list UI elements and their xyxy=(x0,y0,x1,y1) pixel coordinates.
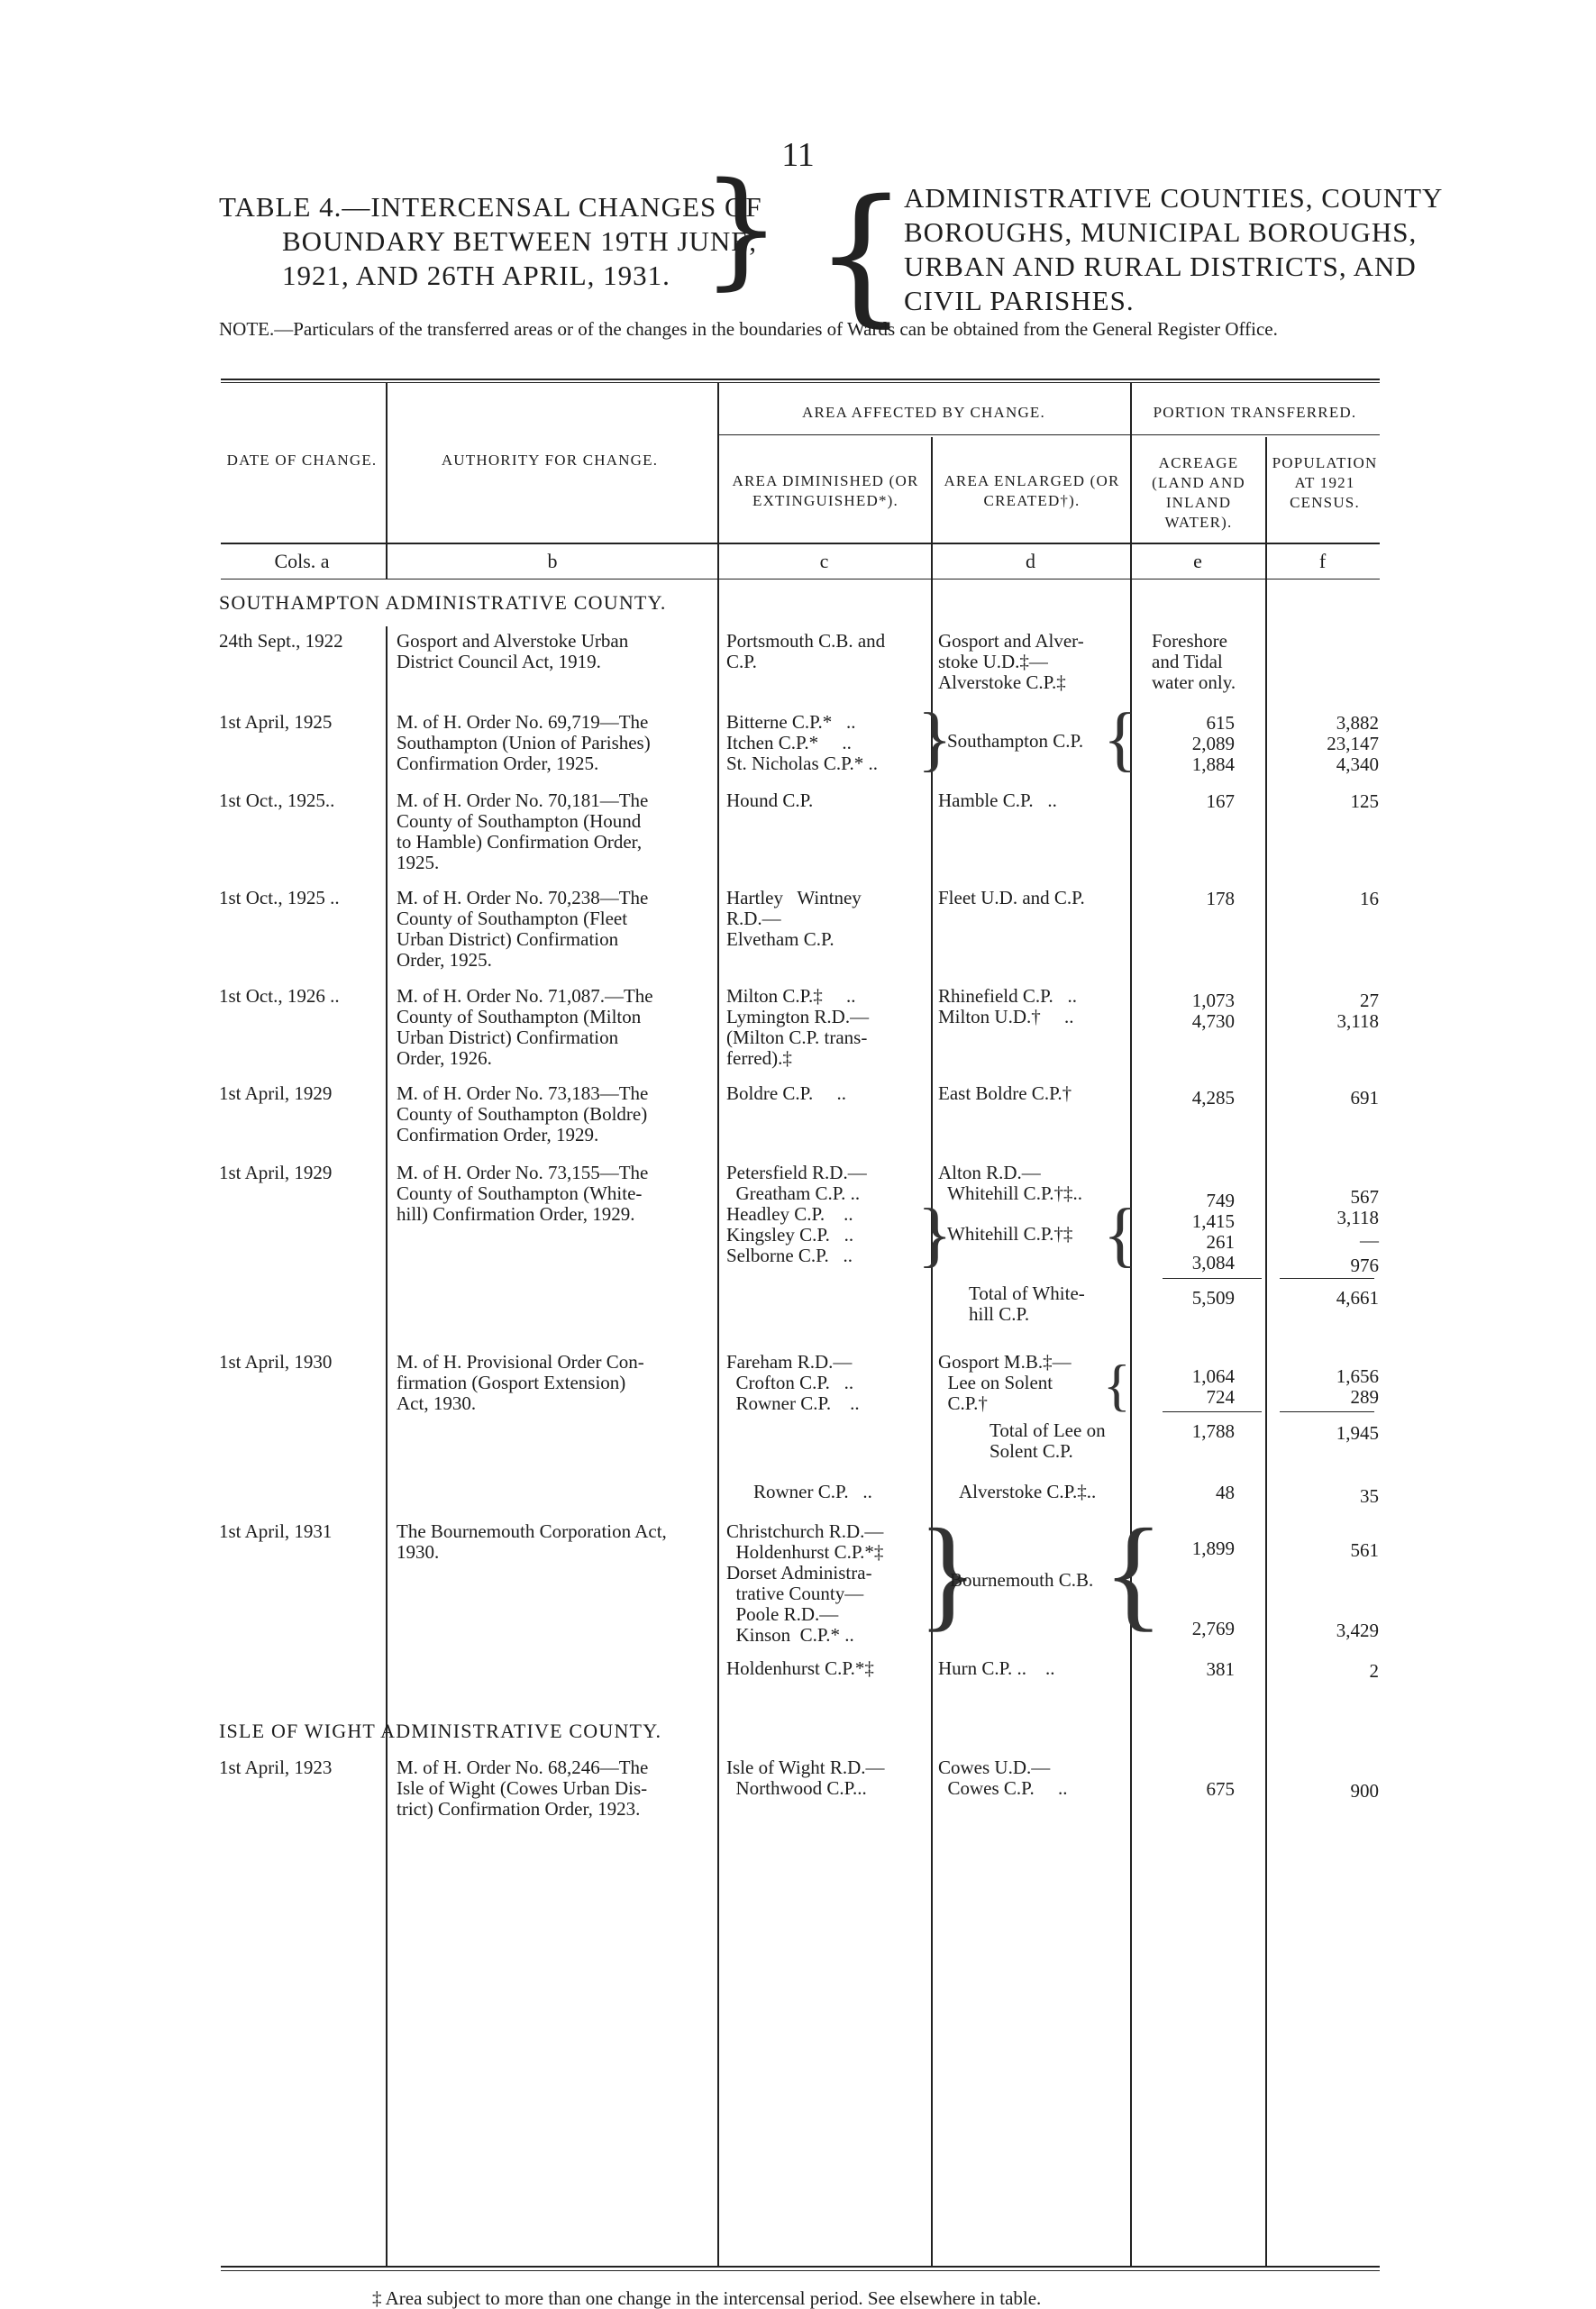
header-portion-transferred: PORTION TRANSFERRED. xyxy=(1153,404,1357,421)
row-authority: M. of H. Order No. 73,183—The County of Southampton (Boldre) Confirmation Order, 1929. xyxy=(397,1082,649,1145)
footnote-dagger: ‡ Area subject to more than one change in the intercensal period. See elsewhere in table. xyxy=(372,2287,1042,2309)
row-area-enlarged-whitehill: Whitehill C.P.†‡ xyxy=(947,1223,1073,1245)
row-date: 1st April, 1930 xyxy=(219,1351,333,1373)
row-acreage: 381 xyxy=(1206,1658,1235,1680)
row-acreage: 48 xyxy=(1216,1482,1235,1503)
sum-rule xyxy=(1163,1278,1262,1279)
table-title-line3: 1921, AND 26TH APRIL, 1931. xyxy=(282,260,670,291)
row-population: 561 xyxy=(1350,1539,1379,1561)
header-area-affected: AREA AFFECTED BY CHANGE. xyxy=(802,404,1045,421)
cols-rule xyxy=(221,579,1380,580)
header-acreage: ACREAGE (LAND AND INLAND WATER). xyxy=(1152,454,1245,531)
subtitle-line1: ADMINISTRATIVE COUNTIES, COUNTY xyxy=(904,182,1444,214)
row-acreage: Foreshore and Tidal water only. xyxy=(1152,630,1236,693)
row-authority: M. of H. Provisional Order Con- firmation (Gosport Extension) Act, 1930. xyxy=(397,1351,644,1414)
sum-rule xyxy=(1163,1411,1262,1412)
row-acreage: 1,073 xyxy=(1191,990,1235,1011)
brace-icon: } xyxy=(917,1195,953,1274)
row-date: 24th Sept., 1922 xyxy=(219,630,343,652)
row-acreage: 2,769 xyxy=(1191,1618,1235,1639)
row-area-enlarged: Rhinefield C.P. .. Milton U.D.† .. xyxy=(938,985,1078,1027)
row-population: — xyxy=(1360,1229,1379,1251)
row-population: 23,147 xyxy=(1327,733,1379,754)
table-bottom-rule xyxy=(221,2270,1380,2271)
table-title-line1: TABLE 4.—INTERCENSAL CHANGES OF xyxy=(219,191,762,223)
row-area-diminished: Bitterne C.P.* .. Itchen C.P.* .. St. Nicholas C.P.* .. xyxy=(726,711,879,774)
section-heading: ISLE OF WIGHT ADMINISTRATIVE COUNTY. xyxy=(219,1720,662,1742)
total-label: Total of White- hill C.P. xyxy=(969,1282,1085,1325)
header-rule xyxy=(717,434,1380,435)
row-area-diminished: Fareham R.D.— Crofton C.P. .. Rowner C.P. .. xyxy=(726,1351,860,1414)
row-area-diminished: Hartley Wintney R.D.— Elvetham C.P. xyxy=(726,887,862,950)
total-population: 4,661 xyxy=(1336,1287,1379,1309)
sum-rule xyxy=(1280,1411,1374,1412)
row-population: 976 xyxy=(1350,1255,1379,1276)
row-area-enlarged: Bournemouth C.B. xyxy=(950,1569,1094,1591)
col-label-e: e xyxy=(1193,550,1202,572)
row-date: 1st April, 1925 xyxy=(219,711,333,733)
subtitle-line4: CIVIL PARISHES. xyxy=(904,285,1135,316)
page-number: 11 xyxy=(781,136,815,174)
row-area-enlarged: Fleet U.D. and C.P. xyxy=(938,887,1085,908)
row-acreage: 4,285 xyxy=(1191,1087,1235,1109)
note: NOTE.—Particulars of the transferred areas or of the changes in the boundaries of Wards can be obtained from the General Register Office. xyxy=(219,318,1278,340)
brace-icon: { xyxy=(814,168,908,341)
row-population: 16 xyxy=(1360,888,1379,909)
row-population: 3,118 xyxy=(1336,1207,1379,1228)
row-area-enlarged: Gosport and Alver- stoke U.D.‡— Alverstoke C.P.‡ xyxy=(938,630,1084,693)
col-divider xyxy=(717,383,719,1861)
row-acreage: 167 xyxy=(1206,790,1235,812)
row-area-diminished: Rowner C.P. .. xyxy=(753,1481,872,1502)
row-area-diminished: Petersfield R.D.— Greatham C.P. .. Headley C.P. .. Kingsley C.P. .. Selborne C.P. .. xyxy=(726,1162,867,1266)
table-title-line2: BOUNDARY BETWEEN 19TH JUNE, xyxy=(282,225,757,257)
total-acreage: 1,788 xyxy=(1191,1420,1235,1442)
row-date: 1st April, 1929 xyxy=(219,1162,333,1183)
col-divider xyxy=(386,1753,388,2267)
header-date: DATE OF CHANGE. xyxy=(226,452,378,469)
row-acreage: 749 xyxy=(1206,1190,1235,1211)
col-divider xyxy=(931,1753,933,2267)
row-area-enlarged: Cowes U.D.— Cowes C.P. .. xyxy=(938,1757,1068,1799)
row-date: 1st April, 1929 xyxy=(219,1082,333,1104)
total-label: Total of Lee on Solent C.P. xyxy=(990,1419,1106,1462)
brace-icon: } xyxy=(917,1503,979,1643)
table-bottom-rule xyxy=(221,2266,1380,2268)
col-label-b: b xyxy=(547,550,558,572)
header-area-enlarged: AREA ENLARGED (OR CREATED†). xyxy=(944,472,1120,509)
col-divider xyxy=(1265,437,1267,1861)
row-acreage: 675 xyxy=(1206,1778,1235,1800)
row-acreage: 1,415 xyxy=(1191,1210,1235,1232)
row-area-diminished: Isle of Wight R.D.— Northwood C.P... xyxy=(726,1757,885,1799)
header-population: POPULATION AT 1921 CENSUS. xyxy=(1272,454,1378,511)
row-authority: M. of H. Order No. 71,087.—The County of Southampton (Milton Urban District) Confirmation Order, 1926. xyxy=(397,985,653,1069)
row-area-enlarged: Southampton C.P. xyxy=(947,730,1084,752)
col-divider xyxy=(931,437,933,1861)
row-date: 1st April, 1931 xyxy=(219,1520,333,1542)
section-heading: SOUTHAMPTON ADMINISTRATIVE COUNTY. xyxy=(219,591,667,614)
brace-icon: { xyxy=(1103,1353,1131,1417)
row-area-enlarged: Alverstoke C.P.‡.. xyxy=(959,1481,1097,1502)
row-acreage: 3,084 xyxy=(1191,1252,1235,1273)
row-area-enlarged: Alton R.D.— Whitehill C.P.†‡.. xyxy=(938,1162,1083,1204)
header-area-diminished: AREA DIMINISHED (OR EXTINGUISHED*). xyxy=(732,472,919,509)
row-area-diminished: Boldre C.P. .. xyxy=(726,1082,847,1104)
row-area-enlarged: Hurn C.P. .. .. xyxy=(938,1657,1055,1679)
brace-icon: { xyxy=(1103,699,1138,779)
row-area-diminished: Milton C.P.‡ .. Lymington R.D.— (Milton C.P. trans- ferred).‡ xyxy=(726,985,870,1069)
row-population: 2 xyxy=(1369,1660,1379,1682)
header-authority: AUTHORITY FOR CHANGE. xyxy=(441,452,659,469)
row-population: 1,656 xyxy=(1336,1365,1379,1387)
row-authority: The Bournemouth Corporation Act, 1930. xyxy=(397,1520,667,1563)
brace-icon: { xyxy=(1103,1503,1164,1643)
row-area-enlarged: Gosport M.B.‡— Lee on Solent C.P.† xyxy=(938,1351,1072,1414)
row-authority: M. of H. Order No. 70,238—The County of Southampton (Fleet Urban District) Confirmation Order, 1925. xyxy=(397,887,649,971)
total-population: 1,945 xyxy=(1336,1422,1379,1444)
subtitle-line2: BOROUGHS, MUNICIPAL BOROUGHS, xyxy=(904,216,1418,248)
row-acreage: 178 xyxy=(1206,888,1235,909)
row-acreage: 2,089 xyxy=(1191,733,1235,754)
sum-rule xyxy=(1280,1278,1374,1279)
row-date: 1st Oct., 1926 .. xyxy=(219,985,340,1007)
row-authority: M. of H. Order No. 70,181—The County of Southampton (Hound to Hamble) Confirmation Order, 1925. xyxy=(397,789,649,873)
table-top-rule xyxy=(221,379,1380,380)
row-population: 3,882 xyxy=(1336,712,1379,734)
row-authority: M. of H. Order No. 73,155—The County of Southampton (White- hill) Confirmation Order, 1929. xyxy=(397,1162,649,1225)
row-date: 1st Oct., 1925.. xyxy=(219,789,335,811)
row-population: 35 xyxy=(1360,1485,1379,1507)
header-bottom-rule xyxy=(221,543,1380,544)
row-population: 289 xyxy=(1350,1386,1379,1408)
col-divider xyxy=(1265,1753,1267,2267)
row-population: 691 xyxy=(1350,1087,1379,1109)
row-acreage: 1,884 xyxy=(1191,753,1235,775)
col-divider xyxy=(386,626,388,1861)
row-area-enlarged: East Boldre C.P.† xyxy=(938,1082,1072,1104)
row-date: 1st Oct., 1925 .. xyxy=(219,887,340,908)
row-population: 27 xyxy=(1360,990,1379,1011)
row-area-diminished: Portsmouth C.B. and C.P. xyxy=(726,630,886,672)
row-area-diminished: Hound C.P. xyxy=(726,789,814,811)
row-acreage: 4,730 xyxy=(1191,1010,1235,1032)
row-population: 3,118 xyxy=(1336,1010,1379,1032)
row-population: 900 xyxy=(1350,1780,1379,1802)
table-top-rule xyxy=(221,382,1380,383)
row-area-diminished: Christchurch R.D.— Holdenhurst C.P.*‡ Dorset Administra- trative County— Poole R.D.— Kinson C.P.* .. xyxy=(726,1520,884,1646)
row-population: 4,340 xyxy=(1336,753,1379,775)
col-label-f: f xyxy=(1318,550,1327,572)
row-area-diminished: Holdenhurst C.P.*‡ xyxy=(726,1657,874,1679)
total-acreage: 5,509 xyxy=(1191,1287,1235,1309)
row-authority: M. of H. Order No. 68,246—The Isle of Wight (Cowes Urban Dis- trict) Confirmation Order, 1923. xyxy=(397,1757,649,1820)
col-label-c: c xyxy=(819,550,829,572)
row-authority: Gosport and Alverstoke Urban District Council Act, 1919. xyxy=(397,630,629,672)
brace-icon: } xyxy=(917,699,953,779)
row-authority: M. of H. Order No. 69,719—The Southampton (Union of Parishes) Confirmation Order, 1925. xyxy=(397,711,651,774)
brace-icon: { xyxy=(1103,1195,1138,1274)
subtitle-line3: URBAN AND RURAL DISTRICTS, AND xyxy=(904,251,1417,282)
col-label-d: d xyxy=(1026,550,1035,572)
row-acreage: 1,899 xyxy=(1191,1538,1235,1559)
row-acreage: 1,064 xyxy=(1191,1365,1235,1387)
col-label-a: Cols. a xyxy=(274,550,330,572)
row-population: 3,429 xyxy=(1336,1620,1379,1641)
row-acreage: 261 xyxy=(1206,1231,1235,1253)
row-date: 1st April, 1923 xyxy=(219,1757,333,1778)
row-population: 567 xyxy=(1350,1186,1379,1208)
row-population: 125 xyxy=(1350,790,1379,812)
row-acreage: 615 xyxy=(1206,712,1235,734)
row-acreage: 724 xyxy=(1206,1386,1235,1408)
brace-icon: } xyxy=(701,156,782,303)
col-divider xyxy=(1130,1753,1132,2267)
col-divider xyxy=(717,1753,719,2267)
row-area-enlarged: Hamble C.P. .. xyxy=(938,789,1057,811)
